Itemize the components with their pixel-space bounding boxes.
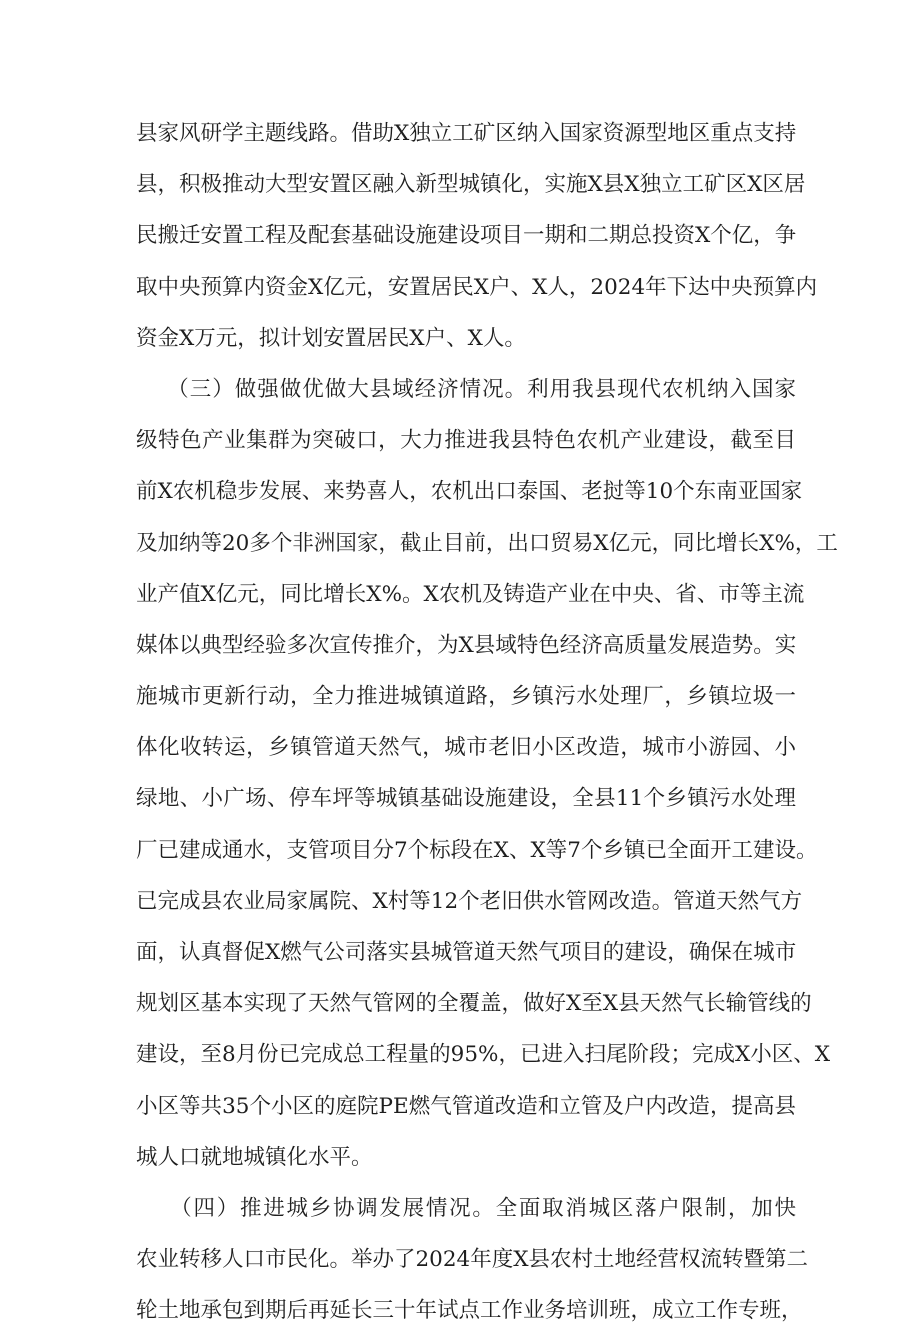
text-line: （四）推进城乡协调发展情况。全面取消城区落户限制，加快 [136,1195,796,1221]
text-line: （三）做强做优做大县域经济情况。利用我县现代农机纳入国家 [136,376,796,402]
text-line: 农业转移人口市民化。举办了2024年度X县农村土地经营权流转暨第二 [136,1247,809,1273]
text-line: 小区等共35个小区的庭院PE燃气管道改造和立管及户内改造，提高县 [136,1093,796,1119]
paragraph-1 [136,108,818,364]
text-line: 城人口就地城镇化水平。 [136,1144,373,1170]
text-line: 资金X万元，拟计划安置居民X户、X人。 [136,325,526,351]
text-line: 厂已建成通水，支管项目分7个标段在X、X等7个乡镇已全面开工建设。 [136,837,818,863]
paragraph-2-county-economy [136,364,838,1183]
text-line: 县家风研学主题线路。借助X独立工矿区纳入国家资源型地区重点支持 [136,121,797,146]
text-line: 建设，至8月份已完成总工程量的95%，已进入扫尾阶段；完成X小区、X [136,1042,831,1068]
text-line: 已完成县农业局家属院、X村等12个老旧供水管网改造。管道天然气方 [136,888,803,914]
text-line: 民搬迁安置工程及配套基础设施建设项目一期和二期总投资X个亿，争 [136,223,797,249]
document-body [136,108,838,1337]
text-line: 轮土地承包到期后再延长三十年试点工作业务培训班，成立工作专班， [136,1298,803,1324]
text-line: 面，认真督促X燃气公司落实县城管道天然气项目的建设，确保在城市 [136,940,797,965]
text-line: 绿地、小广场、停车坪等城镇基础设施建设，全县11个乡镇污水处理 [136,786,796,812]
text-line: 县，积极推动大型安置区融入新型城镇化，实施X县X独立工矿区X区居 [136,172,806,198]
text-line: 媒体以典型经验多次宣传推介，为X县域特色经济高质量发展造势。实 [136,632,797,658]
text-line: 规划区基本实现了天然气管网的全覆盖，做好X至X县天然气长输管线的 [136,991,812,1017]
text-line: 级特色产业集群为突破口，大力推进我县特色农机产业建设，截至目 [136,428,796,454]
text-line: 取中央预算内资金X亿元，安置居民X户、X人，2024年下达中央预算内 [136,274,818,300]
paragraph-3-urban-rural [136,1183,809,1337]
text-line: 业产值X亿元，同比增长X%。X农机及铸造产业在中央、省、市等主流 [136,581,805,607]
text-line: 施城市更新行动，全力推进城镇道路，乡镇污水处理厂，乡镇垃圾一 [136,684,796,710]
text-line: 及加纳等20多个非洲国家，截止目前，出口贸易X亿元，同比增长X%，工 [136,530,838,556]
text-line: 体化收转运，乡镇管道天然气，城市老旧小区改造，城市小游园、小 [136,735,796,761]
text-line: 前X农机稳步发展、来势喜人，农机出口泰国、老挝等10个东南亚国家 [136,479,803,505]
